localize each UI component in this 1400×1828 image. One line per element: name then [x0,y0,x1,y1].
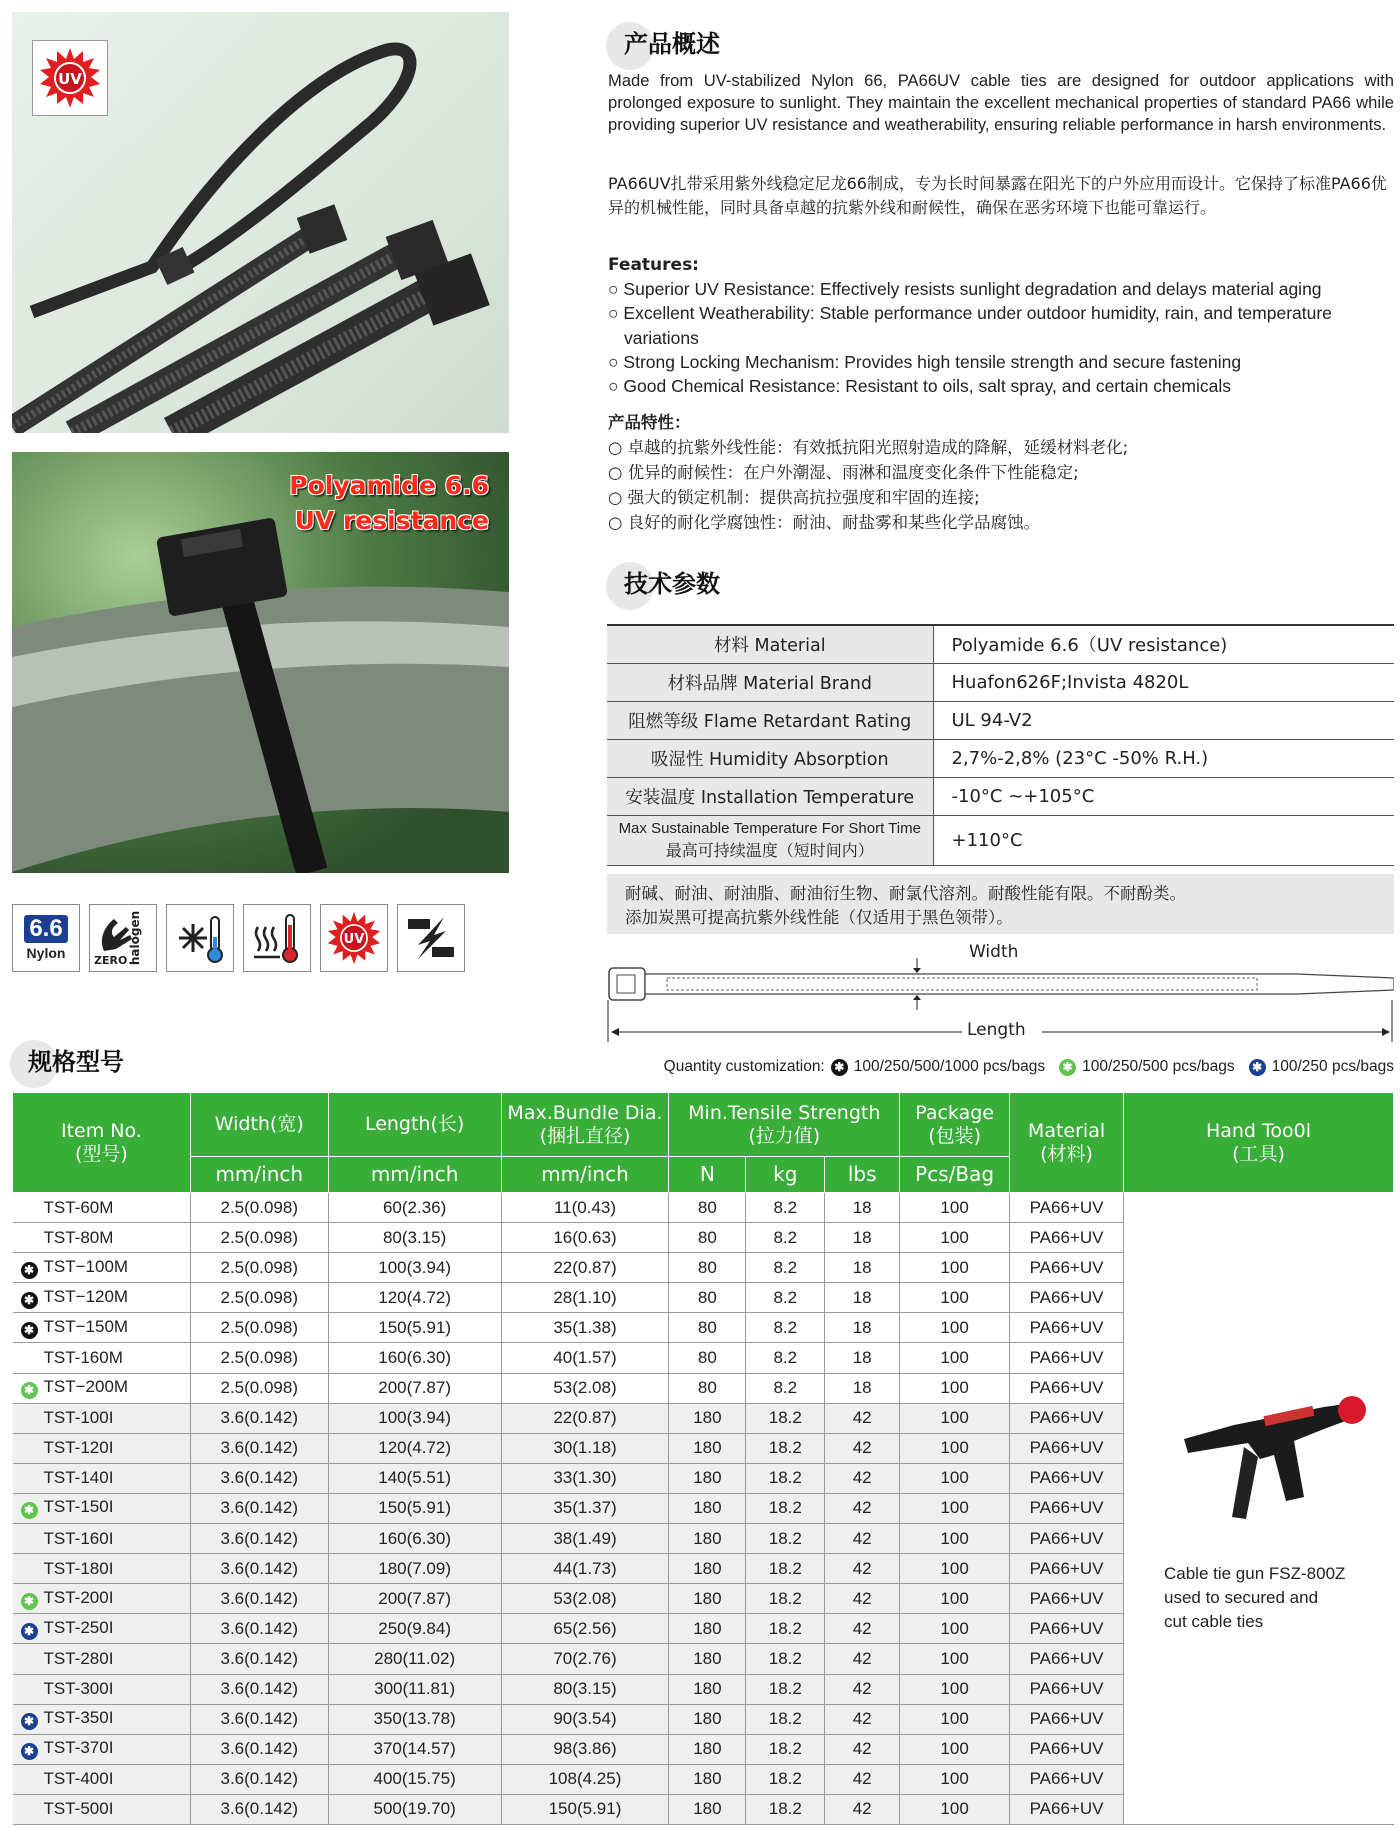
cell-width: 2.5(0.098) [190,1283,328,1313]
cell-newton: 180 [669,1644,746,1674]
overview-heading: 产品概述 [606,22,720,60]
uv-resistance-icon [320,904,388,972]
cell-item-no: TST-160I [13,1524,191,1554]
cell-package: 100 [900,1644,1010,1674]
cell-kg: 18.2 [746,1584,825,1614]
col-length: Length(长) [328,1093,501,1157]
cell-package: 100 [900,1493,1010,1523]
model-table [12,1092,1394,1825]
cell-kg: 18.2 [746,1734,825,1764]
cell-bundle: 30(1.18) [501,1433,669,1463]
spec-value: Huafon626F;Invista 4820L [933,663,1394,701]
unit: mm/inch [501,1157,669,1193]
cell-kg: 18.2 [746,1644,825,1674]
cell-item-no: TST-60M [13,1193,191,1223]
cell-length: 150(5.91) [328,1313,501,1343]
svg-text:UV: UV [58,70,82,88]
chemical-notes: 耐碱、耐油、耐油脂、耐油衍生物、耐氯代溶剂。耐酸性能有限。不耐酚类。 添加炭黑可提高抗紫外线性能（仅适用于黑色领带）。 [607,874,1394,934]
cell-lbs: 42 [825,1403,900,1433]
blue-star-icon: ✱ [21,1743,38,1760]
cell-package: 100 [900,1764,1010,1794]
hand-tool-description: Cable tie gun FSZ-800Z used to secured and cut cable ties [1163,1563,1346,1631]
feature-item: ○ 卓越的抗紫外线性能：有效抵抗阳光照射造成的降解，延缓材料老化; [608,438,1129,457]
cell-bundle: 70(2.76) [501,1644,669,1674]
cell-item-no: ✱ TST-370I [13,1734,191,1764]
cell-package: 100 [900,1674,1010,1704]
unit: lbs [825,1157,900,1193]
cell-newton: 180 [669,1794,746,1824]
uv-sun-icon [327,911,381,965]
cell-material: PA66+UV [1010,1193,1124,1223]
svg-text:UV: UV [343,932,365,948]
snowflake-thermometer-icon [173,911,227,965]
material-label: Polyamide 6.6 UV resistance [289,471,489,535]
cell-kg: 18.2 [746,1614,825,1644]
cell-lbs: 42 [825,1734,900,1764]
cell-bundle: 53(2.08) [501,1584,669,1614]
spec-value: +110°C [933,815,1394,865]
cell-bundle: 22(0.87) [501,1253,669,1283]
spec-value: UL 94-V2 [933,701,1394,739]
cell-width: 3.6(0.142) [190,1614,328,1644]
cell-length: 150(5.91) [328,1493,501,1523]
cell-length: 120(4.72) [328,1283,501,1313]
spec-row [607,663,1394,701]
cell-length: 160(6.30) [328,1524,501,1554]
overview-english: Made from UV-stabilized Nylon 66, PA66UV cable ties are designed for outdoor applications with prolonged exposure to sunlight. They maintain the excellent mechanical properties of standard PA66 while providing superior UV resistance and weatherability, ensuring reliable performance in harsh environments. [608,71,1394,134]
cell-material: PA66+UV [1010,1794,1124,1824]
hand-tool-cell [1123,1193,1393,1825]
property-icons [12,904,474,972]
spec-key: 吸湿性 Humidity Absorption [607,739,933,777]
cell-length: 100(3.94) [328,1253,501,1283]
col-tool: Hand Too0l (工具) [1123,1093,1393,1193]
cell-width: 3.6(0.142) [190,1403,328,1433]
cell-newton: 80 [669,1193,746,1223]
cell-newton: 80 [669,1373,746,1403]
zero-halogen-icon: ZERO halogen [89,904,157,972]
nylon-66-icon: 6.6 Nylon [12,904,80,972]
cell-item-no: TST-140I [13,1463,191,1493]
cell-package: 100 [900,1734,1010,1764]
cell-lbs: 18 [825,1223,900,1253]
cell-lbs: 18 [825,1193,900,1223]
cell-lbs: 42 [825,1524,900,1554]
cell-item-no: TST-120I [13,1433,191,1463]
product-photo-cable-ties [12,12,509,433]
feature-item: ○ 强大的锁定机制：提供高抗拉强度和牢固的连接; [608,488,980,507]
features-english: Features: ○ Superior UV Resistance: Effectively resists sunlight degradation and delays material aging ○ Excellent Weatherability: Stable performance under outdoor humidity, rain, and temperature variations ○ Strong Locking Mechanism: Provides high tensile strength and secure fastening ○ Good Chemical Resistance: Resistant to oils, salt spray, and certain chemicals [608,253,1398,398]
cell-lbs: 18 [825,1313,900,1343]
quantity-customization: Quantity customization: ✱ 100/250/500/1000 pcs/bags ✱ 100/250/500 pcs/bags ✱ 100/250 pcs/bags [663,1058,1394,1075]
spec-row [607,777,1394,815]
cell-material: PA66+UV [1010,1463,1124,1493]
col-package: Package (包装) [900,1093,1010,1157]
cell-bundle: 44(1.73) [501,1554,669,1584]
cell-bundle: 108(4.25) [501,1764,669,1794]
cell-bundle: 150(5.91) [501,1794,669,1824]
cell-material: PA66+UV [1010,1223,1124,1253]
cell-lbs: 42 [825,1554,900,1584]
cell-bundle: 98(3.86) [501,1734,669,1764]
cell-material: PA66+UV [1010,1764,1124,1794]
cell-kg: 18.2 [746,1493,825,1523]
cell-length: 100(3.94) [328,1403,501,1433]
black-star-icon: ✱ [21,1292,38,1309]
cell-bundle: 11(0.43) [501,1193,669,1223]
cell-newton: 180 [669,1554,746,1584]
cell-newton: 180 [669,1734,746,1764]
cell-length: 280(11.02) [328,1644,501,1674]
cell-bundle: 16(0.63) [501,1223,669,1253]
cell-kg: 18.2 [746,1554,825,1584]
cell-material: PA66+UV [1010,1403,1124,1433]
black-star-icon: ✱ [21,1262,38,1279]
cell-length: 120(4.72) [328,1433,501,1463]
unit: kg [746,1157,825,1193]
cell-lbs: 18 [825,1343,900,1373]
cell-width: 2.5(0.098) [190,1253,328,1283]
col-item: Item No. (型号) [13,1093,191,1193]
cell-newton: 180 [669,1584,746,1614]
cell-lbs: 42 [825,1644,900,1674]
cell-package: 100 [900,1403,1010,1433]
cell-package: 100 [900,1554,1010,1584]
cell-lbs: 42 [825,1584,900,1614]
blue-star-icon: ✱ [1249,1059,1266,1076]
spec-row [607,625,1394,663]
cell-item-no: ✱ TST-150I [13,1493,191,1523]
product-photo-pipe [12,452,509,873]
cell-newton: 80 [669,1283,746,1313]
cell-package: 100 [900,1614,1010,1644]
cell-newton: 180 [669,1403,746,1433]
spec-value: -10°C ~+105°C [933,777,1394,815]
cell-item-no: TST-180I [13,1554,191,1584]
spec-value: Polyamide 6.6（UV resistance) [933,625,1394,663]
feature-item: ○ Excellent Weatherability: Stable performance under outdoor humidity, rain, and temperature variations [608,303,1332,348]
cell-lbs: 42 [825,1614,900,1644]
unit: mm/inch [328,1157,501,1193]
features-chinese: 产品特性： ○ 卓越的抗紫外线性能：有效抵抗阳光照射造成的降解，延缓材料老化; ○ 优异的耐候性：在户外潮湿、雨淋和温度变化条件下性能稳定; ○ 强大的锁定机制：提供高抗拉强度和牢固的连接; ○ 良好的耐化学腐蚀性：耐油、耐盐雾和某些化学品腐蚀。 [608,410,1398,535]
cell-length: 60(2.36) [328,1193,501,1223]
cell-lbs: 42 [825,1493,900,1523]
cell-material: PA66+UV [1010,1253,1124,1283]
cell-item-no: ✱ TST-350I [13,1704,191,1734]
cell-length: 250(9.84) [328,1614,501,1644]
dimension-diagram [607,942,1394,1042]
cell-material: PA66+UV [1010,1644,1124,1674]
cell-material: PA66+UV [1010,1313,1124,1343]
col-tensile: Min.Tensile Strength (拉力值) [669,1093,900,1157]
col-bundle: Max.Bundle Dia. (捆扎直径) [501,1093,669,1157]
cell-length: 180(7.09) [328,1554,501,1584]
cell-width: 2.5(0.098) [190,1193,328,1223]
cell-package: 100 [900,1433,1010,1463]
cell-newton: 80 [669,1343,746,1373]
cell-width: 3.6(0.142) [190,1674,328,1704]
tech-heading: 技术参数 [606,562,720,600]
cell-length: 350(13.78) [328,1704,501,1734]
cell-package: 100 [900,1373,1010,1403]
electrical-insulation-icon [397,904,465,972]
cell-package: 100 [900,1584,1010,1614]
spec-row [607,815,1394,865]
feature-item: ○ Superior UV Resistance: Effectively resists sunlight degradation and delays material aging [608,279,1322,300]
cell-kg: 18.2 [746,1704,825,1734]
cell-bundle: 35(1.37) [501,1493,669,1523]
cell-width: 3.6(0.142) [190,1584,328,1614]
col-width: Width(宽) [190,1093,328,1157]
cell-newton: 180 [669,1524,746,1554]
overview-chinese: PA66UV扎带采用紫外线稳定尼龙66制成，专为长时间暴露在阳光下的户外应用而设计。它保持了标准PA66优异的机械性能，同时具备卓越的抗紫外线和耐候性，确保在恶劣环境下也能可靠运行。 [608,174,1387,217]
cell-material: PA66+UV [1010,1373,1124,1403]
green-star-icon: ✱ [1059,1059,1076,1076]
col-material: Material (材料) [1010,1093,1124,1193]
cell-kg: 8.2 [746,1343,825,1373]
cell-newton: 180 [669,1433,746,1463]
cell-length: 500(19.70) [328,1794,501,1824]
cell-material: PA66+UV [1010,1524,1124,1554]
cell-width: 3.6(0.142) [190,1493,328,1523]
cell-material: PA66+UV [1010,1343,1124,1373]
cell-width: 3.6(0.142) [190,1554,328,1584]
green-star-icon: ✱ [21,1382,38,1399]
spec-value: 2,7%-2,8% (23°C -50% R.H.) [933,739,1394,777]
cell-newton: 180 [669,1493,746,1523]
cell-package: 100 [900,1313,1010,1343]
cell-package: 100 [900,1193,1010,1223]
unit: mm/inch [190,1157,328,1193]
cell-item-no: TST-160M [13,1343,191,1373]
cell-item-no: ✱ TST−100M [13,1253,191,1283]
cell-newton: 180 [669,1614,746,1644]
cell-newton: 180 [669,1764,746,1794]
cell-bundle: 40(1.57) [501,1343,669,1373]
cell-kg: 18.2 [746,1764,825,1794]
cell-width: 3.6(0.142) [190,1433,328,1463]
spec-heading: 规格型号 [10,1040,124,1078]
green-star-icon: ✱ [21,1502,38,1519]
cell-bundle: 80(3.15) [501,1674,669,1704]
cell-package: 100 [900,1794,1010,1824]
cell-width: 3.6(0.142) [190,1734,328,1764]
cell-lbs: 18 [825,1253,900,1283]
cable-tie-gun-image [1174,1377,1374,1527]
cell-material: PA66+UV [1010,1734,1124,1764]
cell-material: PA66+UV [1010,1614,1124,1644]
unit: N [669,1157,746,1193]
cell-bundle: 33(1.30) [501,1463,669,1493]
cell-bundle: 53(2.08) [501,1373,669,1403]
cell-kg: 8.2 [746,1223,825,1253]
cell-kg: 18.2 [746,1403,825,1433]
cell-bundle: 35(1.38) [501,1313,669,1343]
cell-lbs: 18 [825,1373,900,1403]
cell-width: 3.6(0.142) [190,1794,328,1824]
feature-item: ○ Good Chemical Resistance: Resistant to oils, salt spray, and certain chemicals [608,376,1232,397]
cell-material: PA66+UV [1010,1554,1124,1584]
cell-lbs: 42 [825,1764,900,1794]
cell-width: 3.6(0.142) [190,1524,328,1554]
cell-item-no: ✱ TST−200M [13,1373,191,1403]
cell-newton: 180 [669,1674,746,1704]
cell-length: 140(5.51) [328,1463,501,1493]
cell-bundle: 38(1.49) [501,1524,669,1554]
spec-row [607,701,1394,739]
cell-lbs: 42 [825,1463,900,1493]
cell-package: 100 [900,1343,1010,1373]
cell-lbs: 42 [825,1674,900,1704]
cell-length: 300(11.81) [328,1674,501,1704]
cell-material: PA66+UV [1010,1433,1124,1463]
cell-newton: 80 [669,1223,746,1253]
cell-newton: 180 [669,1704,746,1734]
cell-width: 2.5(0.098) [190,1343,328,1373]
cell-item-no: TST-280I [13,1644,191,1674]
cell-width: 3.6(0.142) [190,1764,328,1794]
cell-kg: 8.2 [746,1373,825,1403]
cell-kg: 8.2 [746,1313,825,1343]
cell-lbs: 18 [825,1283,900,1313]
cell-width: 3.6(0.142) [190,1704,328,1734]
spec-key: 安装温度 Installation Temperature [607,777,933,815]
cell-kg: 18.2 [746,1794,825,1824]
spec-key: Max Sustainable Temperature For Short Time 最高可持续温度（短时间内） [607,815,933,865]
cell-length: 200(7.87) [328,1584,501,1614]
cell-kg: 18.2 [746,1463,825,1493]
feature-item: ○ 优异的耐候性：在户外潮湿、雨淋和温度变化条件下性能稳定; [608,463,1079,482]
cell-material: PA66+UV [1010,1493,1124,1523]
table-row [13,1193,1394,1223]
cell-kg: 18.2 [746,1433,825,1463]
cell-item-no: ✱ TST-250I [13,1614,191,1644]
cell-package: 100 [900,1283,1010,1313]
spec-row [607,739,1394,777]
width-label: Width [969,942,1019,962]
blue-star-icon: ✱ [21,1713,38,1730]
cell-material: PA66+UV [1010,1674,1124,1704]
cell-item-no: TST-100I [13,1403,191,1433]
cell-item-no: ✱ TST−120M [13,1283,191,1313]
green-star-icon: ✱ [21,1593,38,1610]
cell-bundle: 28(1.10) [501,1283,669,1313]
cable-ties-illustration [12,12,509,433]
cell-item-no: TST-400I [13,1764,191,1794]
spec-key: 阻燃等级 Flame Retardant Rating [607,701,933,739]
cell-width: 2.5(0.098) [190,1373,328,1403]
cell-lbs: 42 [825,1794,900,1824]
cell-item-no: ✱ TST-200I [13,1584,191,1614]
black-star-icon: ✱ [21,1322,38,1339]
cell-material: PA66+UV [1010,1283,1124,1313]
spec-key: 材料品牌 Material Brand [607,663,933,701]
cell-kg: 18.2 [746,1674,825,1704]
cold-resistance-icon [166,904,234,972]
cell-lbs: 42 [825,1433,900,1463]
spec-key: 材料 Material [607,625,933,663]
cell-bundle: 90(3.54) [501,1704,669,1734]
cell-kg: 8.2 [746,1283,825,1313]
cell-width: 3.6(0.142) [190,1463,328,1493]
cell-bundle: 65(2.56) [501,1614,669,1644]
cell-length: 160(6.30) [328,1343,501,1373]
cell-bundle: 22(0.87) [501,1403,669,1433]
cell-material: PA66+UV [1010,1704,1124,1734]
cell-width: 2.5(0.098) [190,1313,328,1343]
cell-newton: 180 [669,1463,746,1493]
cell-lbs: 42 [825,1704,900,1734]
length-label: Length [967,1020,1026,1040]
cell-newton: 80 [669,1313,746,1343]
cell-package: 100 [900,1253,1010,1283]
cell-material: PA66+UV [1010,1584,1124,1614]
blue-star-icon: ✱ [21,1623,38,1640]
cell-width: 3.6(0.142) [190,1644,328,1674]
cell-item-no: TST-500I [13,1794,191,1824]
feature-item: ○ Strong Locking Mechanism: Provides high tensile strength and secure fastening [608,351,1242,372]
heat-resistance-icon [243,904,311,972]
cell-kg: 18.2 [746,1524,825,1554]
cell-width: 2.5(0.098) [190,1223,328,1253]
feature-item: ○ 良好的耐化学腐蚀性：耐油、耐盐雾和某些化学品腐蚀。 [608,513,1041,532]
tech-spec-table [607,624,1394,866]
cell-length: 370(14.57) [328,1734,501,1764]
cell-length: 200(7.87) [328,1373,501,1403]
cell-kg: 8.2 [746,1253,825,1283]
cell-length: 400(15.75) [328,1764,501,1794]
cell-newton: 80 [669,1253,746,1283]
heat-thermometer-icon [250,911,304,965]
cell-package: 100 [900,1704,1010,1734]
cell-kg: 8.2 [746,1193,825,1223]
lightning-icon [404,911,458,965]
black-star-icon: ✱ [831,1059,848,1076]
cell-package: 100 [900,1463,1010,1493]
cell-length: 80(3.15) [328,1223,501,1253]
cell-item-no: TST-80M [13,1223,191,1253]
cell-item-no: TST-300I [13,1674,191,1704]
cell-package: 100 [900,1223,1010,1253]
cell-package: 100 [900,1524,1010,1554]
unit: Pcs/Bag [900,1157,1010,1193]
cell-item-no: ✱ TST−150M [13,1313,191,1343]
